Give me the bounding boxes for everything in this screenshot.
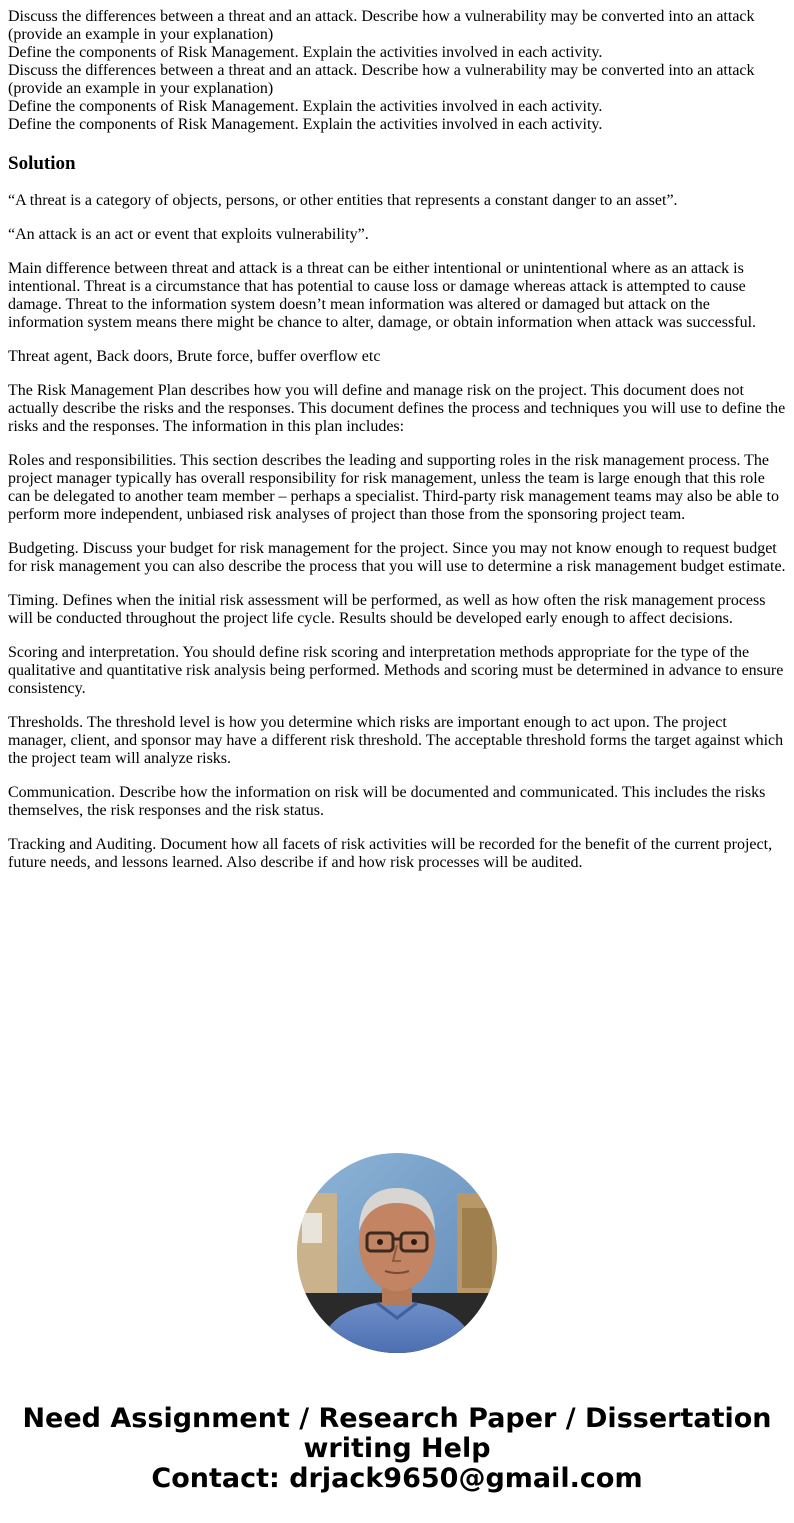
question-text: Discuss the differences between a threat and an attack. Describe how a vulnerability may be converted into an attack (provide an example in your explanation) <box>8 62 755 97</box>
solution-heading: Solution <box>8 153 76 174</box>
person-photo-icon <box>297 1153 497 1353</box>
question-text: Define the components of Risk Management. Explain the activities involved in each activity. <box>8 98 603 115</box>
promo-line: Need Assignment / Research Paper / Dissertation <box>22 1403 772 1434</box>
solution-paragraph: Scoring and interpretation. You should define risk scoring and interpretation methods appropriate for the type of the qualitative and quantitative risk analysis being performed. Methods and scoring must be determined in advance to ensure consistency. <box>8 644 784 697</box>
promo-banner <box>0 1404 794 1494</box>
contact-line: Contact: drjack9650@gmail.com <box>151 1463 643 1494</box>
question-text: Discuss the differences between a threat and an attack. Describe how a vulnerability may be converted into an attack (provide an example in your explanation) <box>8 8 755 43</box>
solution-paragraph: Communication. Describe how the information on risk will be documented and communicated. This includes the risks themselves, the risk responses and the risk status. <box>8 784 766 819</box>
solution-paragraph: Timing. Defines when the initial risk assessment will be performed, as well as how often the risk management process will be conducted throughout the project life cycle. Results should be developed early enough to affect decisions. <box>8 592 766 627</box>
promo-line: writing Help <box>303 1433 491 1464</box>
solution-paragraph: Main difference between threat and attack is a threat can be either intentional or unintentional where as an attack is intentional. Threat is a circumstance that has potential to cause loss or damage whereas attack is attempted to cause damage. Threat to the information system doesn’t mean information was altered or damaged but attack on the information system means there might be chance to alter, damage, or obtain information when attack was successful. <box>8 260 757 331</box>
solution-paragraph: Budgeting. Discuss your budget for risk management for the project. Since you may not know enough to request budget for risk management you can also describe the process that you will use to determine a risk management budget estimate. <box>8 540 786 575</box>
document-body <box>8 8 788 888</box>
solution-paragraph: Threat agent, Back doors, Brute force, buffer overflow etc <box>8 348 381 365</box>
question-text: Define the components of Risk Management. Explain the activities involved in each activity. <box>8 116 603 133</box>
solution-paragraph: “A threat is a category of objects, persons, or other entities that represents a constant danger to an asset”. <box>8 192 678 209</box>
question-text: Define the components of Risk Management. Explain the activities involved in each activity. <box>8 44 603 61</box>
solution-paragraph: The Risk Management Plan describes how you will define and manage risk on the project. This document does not actually describe the risks and the responses. This document defines the process and techniques you will use to define the risks and the responses. The information in this plan includes: <box>8 382 786 435</box>
solution-paragraph: Thresholds. The threshold level is how you determine which risks are important enough to act upon. The project manager, client, and sponsor may have a different risk threshold. The acceptable threshold forms the target against which the project team will analyze risks. <box>8 714 784 767</box>
solution-paragraph: “An attack is an act or event that exploits vulnerability”. <box>8 226 369 243</box>
solution-paragraph: Roles and responsibilities. This section describes the leading and supporting roles in the risk management process. The project manager typically has overall responsibility for risk management, unless the team is large enough that this role can be delegated to another team member – perhaps a specialist. Third-party risk management teams may also be able to perform more independent, unbiased risk analyses of project than those from the sponsoring project team. <box>8 452 779 523</box>
solution-paragraph: Tracking and Auditing. Document how all facets of risk activities will be recorded for the benefit of the current project, future needs, and lessons learned. Also describe if and how risk processes will be audited. <box>8 836 773 871</box>
